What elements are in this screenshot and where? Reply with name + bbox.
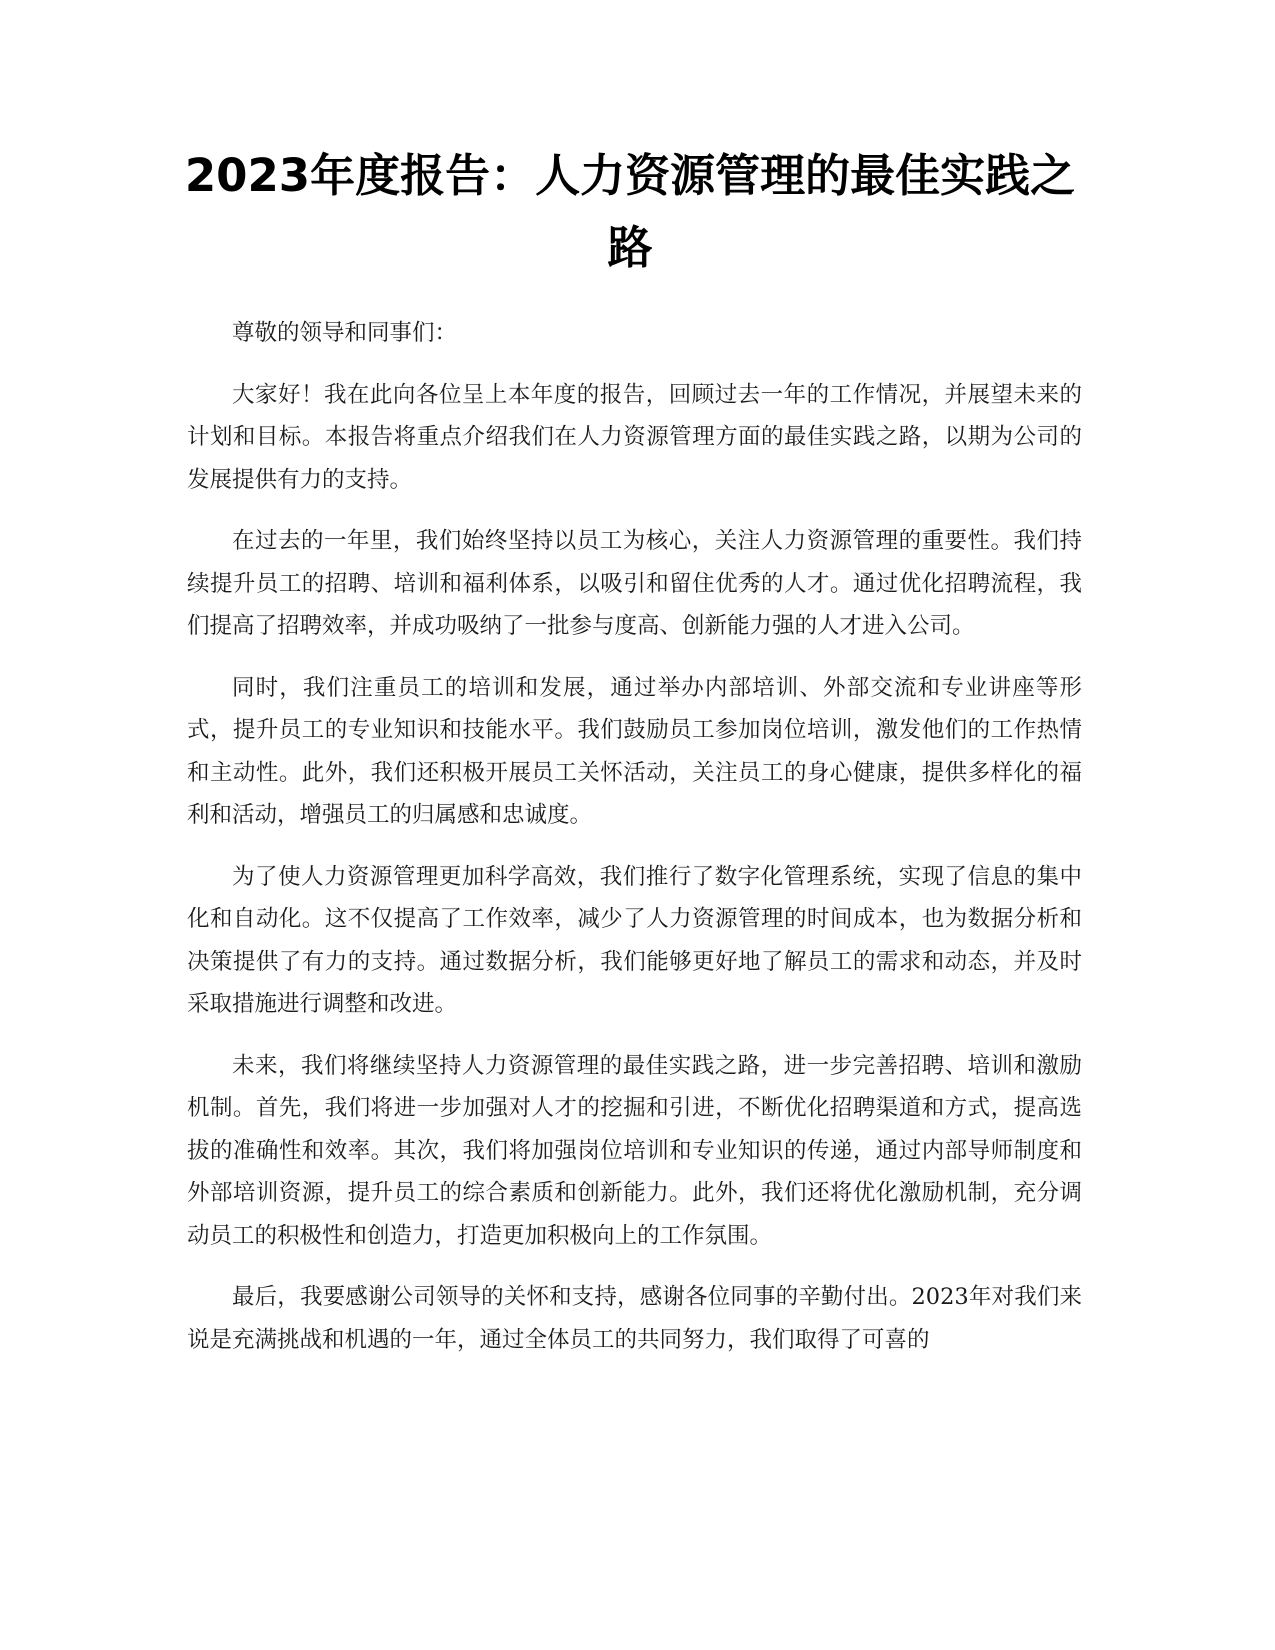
document-body xyxy=(187,312,1082,1380)
paragraph-digital-management: 为了使人力资源管理更加科学高效，我们推行了数字化管理系统，实现了信息的集中化和自动化。这不仅提高了工作效率，减少了人力资源管理的时间成本，也为数据分析和决策提供了有力的支持。通过数据分析，我们能够更好地了解员工的需求和动态，并及时采取措施进行调整和改进。 xyxy=(187,863,1082,1017)
paragraph-future-plans: 未来，我们将继续坚持人力资源管理的最佳实践之路，进一步完善招聘、培训和激励机制。首先，我们将进一步加强对人才的挖掘和引进，不断优化招聘渠道和方式，提高选拔的准确性和效率。其次，我们将加强岗位培训和专业知识的传递，通过内部导师制度和外部培训资源，提升员工的综合素质和创新能力。此外，我们还将优化激励机制，充分调动员工的积极性和创造力，打造更加积极向上的工作氛围。 xyxy=(187,1052,1082,1249)
paragraph-introduction: 大家好！我在此向各位呈上本年度的报告，回顾过去一年的工作情况，并展望未来的计划和目标。本报告将重点介绍我们在人力资源管理方面的最佳实践之路，以期为公司的发展提供有力的支持。 xyxy=(187,381,1082,493)
paragraph-training: 同时，我们注重员工的培训和发展，通过举办内部培训、外部交流和专业讲座等形式，提升员工的专业知识和技能水平。我们鼓励员工参加岗位培训，激发他们的工作热情和主动性。此外，我们还积极开展员工关怀活动，关注员工的身心健康，提供多样化的福利和活动，增强员工的归属感和忠诚度。 xyxy=(187,674,1082,828)
paragraph-recruitment: 在过去的一年里，我们始终坚持以员工为核心，关注人力资源管理的重要性。我们持续提升员工的招聘、培训和福利体系，以吸引和留住优秀的人才。通过优化招聘流程，我们提高了招聘效率，并成功吸纳了一批参与度高、创新能力强的人才进入公司。 xyxy=(187,528,1082,639)
paragraph-closing: 最后，我要感谢公司领导的关怀和支持，感谢各位同事的辛勤付出。2023年对我们来说是充满挑战和机遇的一年，通过全体员工的共同努力，我们取得了可喜的 xyxy=(187,1284,1082,1353)
document-title: 2023年度报告：人力资源管理的最佳实践之路 xyxy=(184,149,1076,274)
paragraph-salutation: 尊敬的领导和同事们： xyxy=(232,320,458,346)
